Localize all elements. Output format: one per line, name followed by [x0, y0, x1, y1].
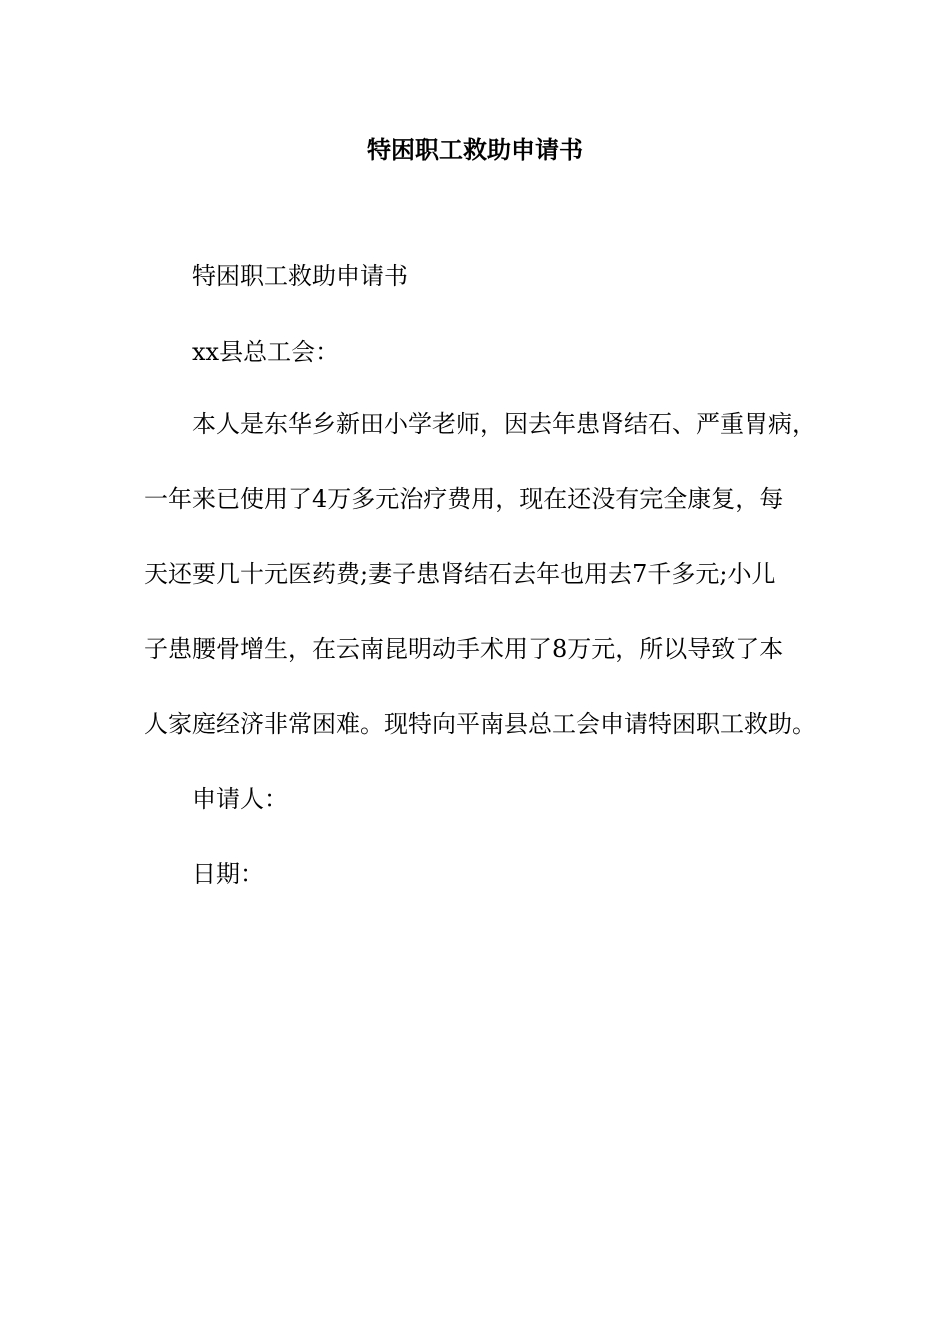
body-line: 子患腰骨增生，在云南昆明动手术用了8万元，所以导致了本	[144, 635, 784, 663]
salutation: xx县总工会：	[192, 338, 340, 366]
body-line: 一年来已使用了4万多元治疗费用，现在还没有完全康复，每	[144, 485, 784, 513]
document-title: 特困职工救助申请书	[367, 135, 583, 164]
document-subtitle: 特困职工救助申请书	[192, 262, 408, 290]
date-label: 日期：	[192, 860, 264, 888]
body-line: 天还要几十元医药费;妻子患肾结石去年也用去7千多元;小儿	[144, 560, 776, 588]
applicant-label: 申请人：	[192, 785, 288, 813]
body-line: 本人是东华乡新田小学老师，因去年患肾结石、严重胃病，	[192, 410, 816, 438]
body-line: 人家庭经济非常困难。现特向平南县总工会申请特困职工救助。	[144, 710, 816, 738]
